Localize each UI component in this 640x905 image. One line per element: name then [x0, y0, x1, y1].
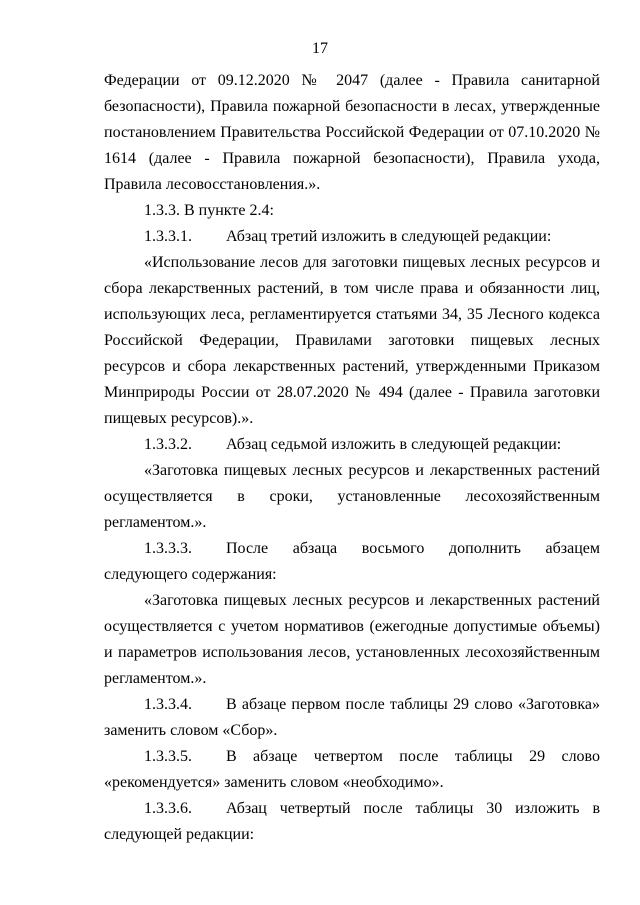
paragraph-clause-1-3-3-2	[104, 432, 600, 458]
paragraph-clause-1-3-3: 1.3.3. В пункте 2.4:	[144, 202, 274, 219]
clause-text: В абзаце четвертом после таблицы 29 слово «рекомендуется» заменить словом «необходимо».	[104, 748, 600, 791]
quoted-paragraph-usage: «Использование лесов для заготовки пищевых лесных ресурсов и сбора лекарственных растений, в том числе права и обязанности лиц, использующих леса, регламентируется статьями 34, 35 Лесного кодекса Российской Федерации, Правилами заготовки пищевых лесных ресурсов и сбора лекарственных растений, утвержденными Приказом Минприроды России от 28.07.2020 № 494 (далее - Правила заготовки пищевых ресурсов).».	[104, 254, 600, 427]
clause-number: 1.3.3.5.	[144, 748, 192, 765]
clause-number: 1.3.3.6.	[144, 800, 192, 817]
quoted-paragraph-norms: «Заготовка пищевых лесных ресурсов и лекарственных растений осуществляется с учетом нормативов (ежегодные допустимые объемы) и параметров использования лесов, установленных лесохозяйственным регламентом.».	[104, 592, 600, 687]
clause-number: 1.3.3.2.	[144, 436, 192, 453]
document-body	[104, 68, 600, 848]
paragraph-clause-1-3-3-6	[104, 796, 600, 848]
clause-text: Абзац седьмой изложить в следующей редакции:	[226, 436, 562, 453]
clause-text: Абзац третий изложить в следующей редакции:	[226, 228, 552, 245]
clause-number: 1.3.3.4.	[144, 696, 192, 713]
clause-number: 1.3.3.1.	[144, 228, 192, 245]
clause-text: После абзаца восьмого дополнить абзацем следующего содержания:	[104, 540, 600, 583]
clause-number: 1.3.3.3.	[144, 540, 192, 557]
paragraph-clause-1-3-3-5	[104, 744, 600, 796]
clause-text: Абзац четвертый после таблицы 30 изложить в следующей редакции:	[104, 800, 600, 843]
paragraph-clause-1-3-3-3	[104, 536, 600, 588]
page-number: 17	[312, 40, 328, 57]
paragraph-clause-1-3-3-4	[104, 692, 600, 744]
quoted-paragraph-terms: «Заготовка пищевых лесных ресурсов и лекарственных растений осуществляется в сроки, установленные лесохозяйственным регламентом.».	[104, 462, 600, 531]
clause-text: В абзаце первом после таблицы 29 слово «Заготовка» заменить словом «Сбор».	[104, 696, 600, 739]
paragraph-clause-1-3-3-1	[104, 224, 600, 250]
paragraph-continuation: Федерации от 09.12.2020 № 2047 (далее - Правила санитарной безопасности), Правила пожарной безопасности в лесах, утвержденные постановлением Правительства Российской Федерации от 07.10.2020 № 1614 (далее - Правила пожарной безопасности), Правила ухода, Правила лесовосстановления.».	[104, 72, 600, 193]
